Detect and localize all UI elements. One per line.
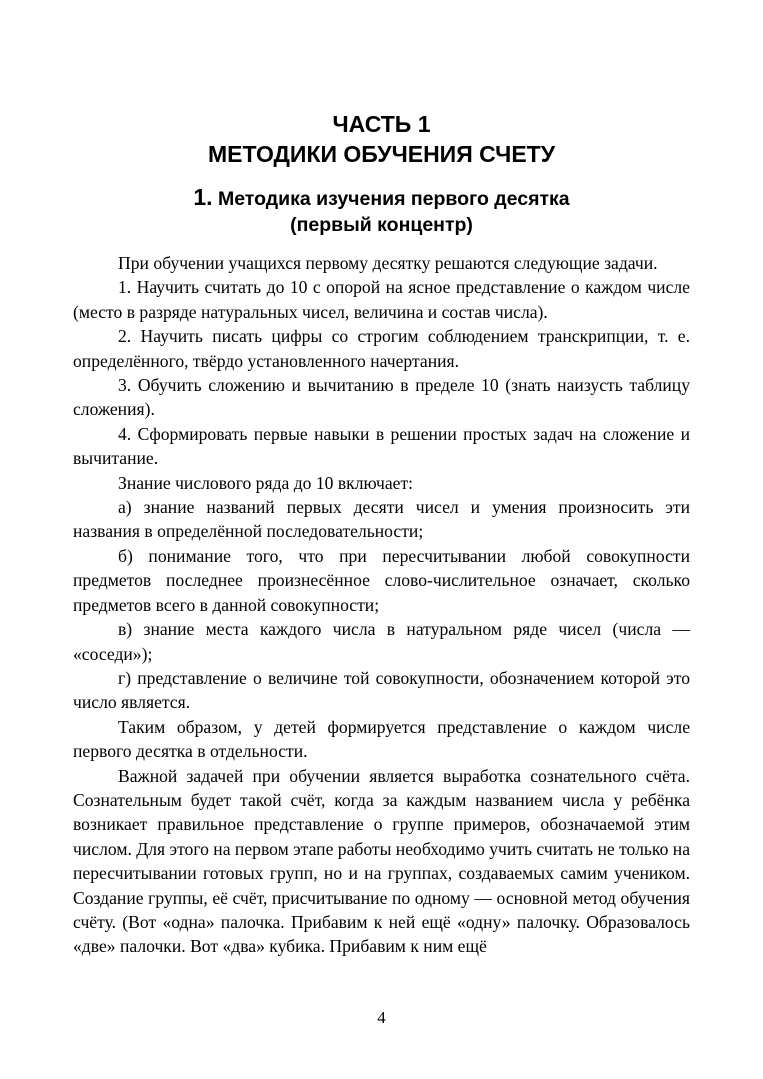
chapter-heading-line1 (0, 183, 763, 213)
paragraph: 3. Обучить сложению и вычитанию в пределе 10 (знать наизусть таблицу сложения). (73, 375, 690, 420)
chapter-title-text: Методика изучения первого десятка (217, 188, 570, 210)
paragraph: Важной задачей при обучении является выработка сознательного счёта. Сознательным будет такой счёт, когда за каждым названием числа у ребёнка возникает правильное представление о группе примеров, обозначаемой этим числом. Для этого на первом этапе работы необходимо учить считать не только на пересчитывании готовых групп, но и на группах, создаваемых самим учеником. Создание группы, её счёт, присчитывание по одному — основной метод обучения счёту. (Вот «одна» палочка. Прибавим к ней ещё «одну» палочку. Образовалось «две» палочки. Вот «два» кубика. Прибавим к ним ещё (73, 765, 690, 957)
paragraph: г) представление о величине той совокупности, обозначением которой это число является. (73, 667, 690, 713)
paragraph: 2. Научить писать цифры со строгим соблюдением транскрипции, т. е. определённого, твёрдо установленного начертания. (73, 326, 690, 371)
paragraph: 4. Сформировать первые навыки в решении простых задач на сложение и вычитание. (73, 423, 690, 469)
paragraph: 1. Научить считать до 10 с опорой на ясное представление о каждом числе (место в разряде натуральных чисел, величина и состав числа). (73, 277, 690, 322)
paragraph: а) знание названий первых десяти чисел и умения произносить эти названия в определённой последовательности; (73, 497, 690, 542)
chapter-number: 1. (193, 184, 213, 210)
paragraph: При обучении учащихся первому десятку решаются следующие задачи. (118, 253, 658, 273)
body-text (73, 251, 690, 959)
paragraph: Таким образом, у детей формируется представление о каждом числе первого десятка в отдельности. (73, 716, 690, 762)
paragraph: в) знание места каждого числа в натуральном ряде чисел (числа — «соседи»); (73, 619, 690, 664)
paragraph: Знание числового ряда до 10 включает: (118, 472, 414, 493)
chapter-heading-line2: (первый концентр) (290, 214, 473, 236)
page-number: 4 (377, 1008, 386, 1027)
part-title-heading: МЕТОДИКИ ОБУЧЕНИЯ СЧЕТУ (207, 141, 556, 167)
paragraph: б) понимание того, что при пересчитывании любой совокупности предметов последнее произнесённое слово-числительное означает, сколько предметов всего в данной совокупности; (73, 545, 690, 615)
part-heading: ЧАСТЬ 1 (332, 111, 431, 137)
